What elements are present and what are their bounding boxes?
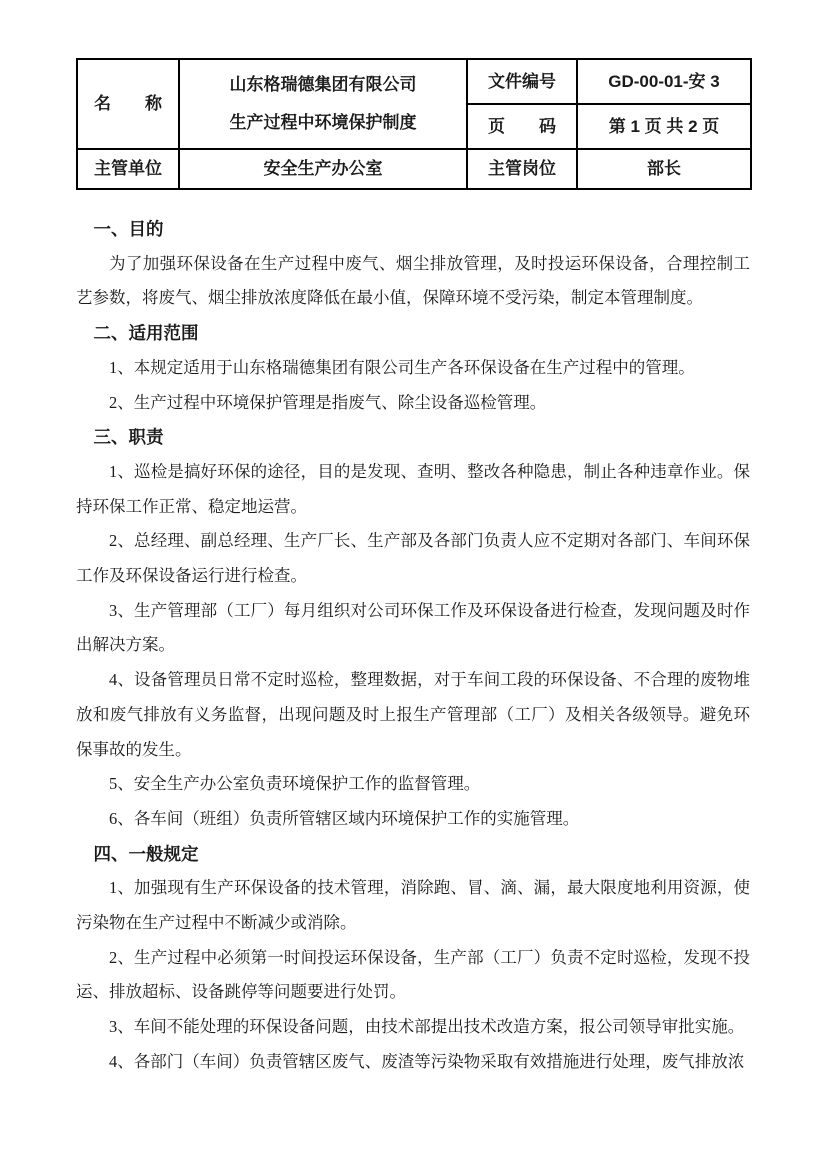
doc-number-value-cell bbox=[577, 59, 751, 104]
position-label-cell bbox=[467, 149, 577, 189]
paragraph: 3、车间不能处理的环保设备问题，由技术部提出技术改造方案，报公司领导审批实施。 bbox=[109, 1017, 745, 1037]
paragraph: 1、本规定适用于山东格瑞德集团有限公司生产各环保设备在生产过程中的管理。 bbox=[109, 357, 695, 377]
section-2-heading: 二、适用范围 bbox=[93, 323, 199, 344]
paragraph: 2、生产过程中环境保护管理是指废气、除尘设备巡检管理。 bbox=[109, 392, 547, 412]
document-title-cell bbox=[179, 59, 467, 149]
doc-number-value: GD-00-01-安 3 bbox=[608, 71, 720, 91]
paragraph: 3、生产管理部（工厂）每月组织对公司环保工作及环保设备进行检查，发现问题及时作出解决方案。 bbox=[76, 600, 750, 655]
section-3-heading: 三、职责 bbox=[93, 427, 164, 448]
doc-number-label-cell bbox=[467, 59, 577, 104]
unit-label: 主管单位 bbox=[94, 159, 162, 179]
unit-label-cell bbox=[77, 149, 179, 189]
position-label: 主管岗位 bbox=[488, 159, 556, 179]
document-header-table bbox=[76, 58, 752, 190]
paragraph: 4、设备管理员日常不定时巡检，整理数据，对于车间工段的环保设备、不合理的废物堆放和废气排放有义务监督，出现问题及时上报生产管理部（工厂）及相关各级领导。避免环保事故的发生。 bbox=[76, 670, 750, 759]
paragraph: 1、巡检是搞好环保的途径，目的是发现、查明、整改各种隐患，制止各种违章作业。保持环保工作正常、稳定地运营。 bbox=[76, 461, 750, 516]
paragraph: 5、安全生产办公室负责环境保护工作的监督管理。 bbox=[109, 774, 481, 794]
position-value: 部长 bbox=[647, 159, 681, 179]
position-value-cell bbox=[577, 149, 751, 189]
paragraph: 为了加强环保设备在生产过程中废气、烟尘排放管理，及时投运环保设备，合理控制工艺参数，将废气、烟尘排放浓度降低在最小值，保障环境不受污染，制定本管理制度。 bbox=[76, 253, 750, 308]
page-value-cell bbox=[577, 104, 751, 149]
page-label-cell bbox=[467, 104, 577, 149]
document-title-line1: 山东格瑞德集团有限公司 bbox=[229, 75, 417, 94]
paragraph: 2、生产过程中必须第一时间投运环保设备，生产部（工厂）负责不定时巡检，发现不投运、排放超标、设备跳停等问题要进行处罚。 bbox=[76, 947, 750, 1002]
unit-value-cell bbox=[179, 149, 467, 189]
name-label-cell bbox=[77, 59, 179, 149]
document-title-line2: 生产过程中环境保护制度 bbox=[229, 113, 417, 132]
page-label: 页码 bbox=[488, 116, 556, 136]
paragraph: 1、加强现有生产环保设备的技术管理，消除跑、冒、滴、漏，最大限度地利用资源，使污染物在生产过程中不断减少或消除。 bbox=[76, 878, 750, 933]
section-1-heading: 一、目的 bbox=[93, 219, 164, 239]
unit-value: 安全生产办公室 bbox=[263, 159, 383, 179]
page-number-value: 第 1 页 共 2 页 bbox=[608, 116, 720, 136]
paragraph: 2、总经理、副总经理、生产厂长、生产部及各部门负责人应不定期对各部门、车间环保工作及环保设备运行进行检查。 bbox=[76, 531, 750, 586]
paragraph: 6、各车间（班组）负责所管辖区域内环境保护工作的实施管理。 bbox=[109, 808, 580, 828]
document-body bbox=[76, 212, 750, 1080]
section-4-heading: 四、一般规定 bbox=[93, 843, 199, 864]
doc-number-label: 文件编号 bbox=[488, 71, 556, 91]
paragraph: 4、各部门（车间）负责管辖区废气、废渣等污染物采取有效措施进行处理，废气排放浓 bbox=[109, 1051, 745, 1071]
name-label: 名称 bbox=[94, 94, 162, 114]
